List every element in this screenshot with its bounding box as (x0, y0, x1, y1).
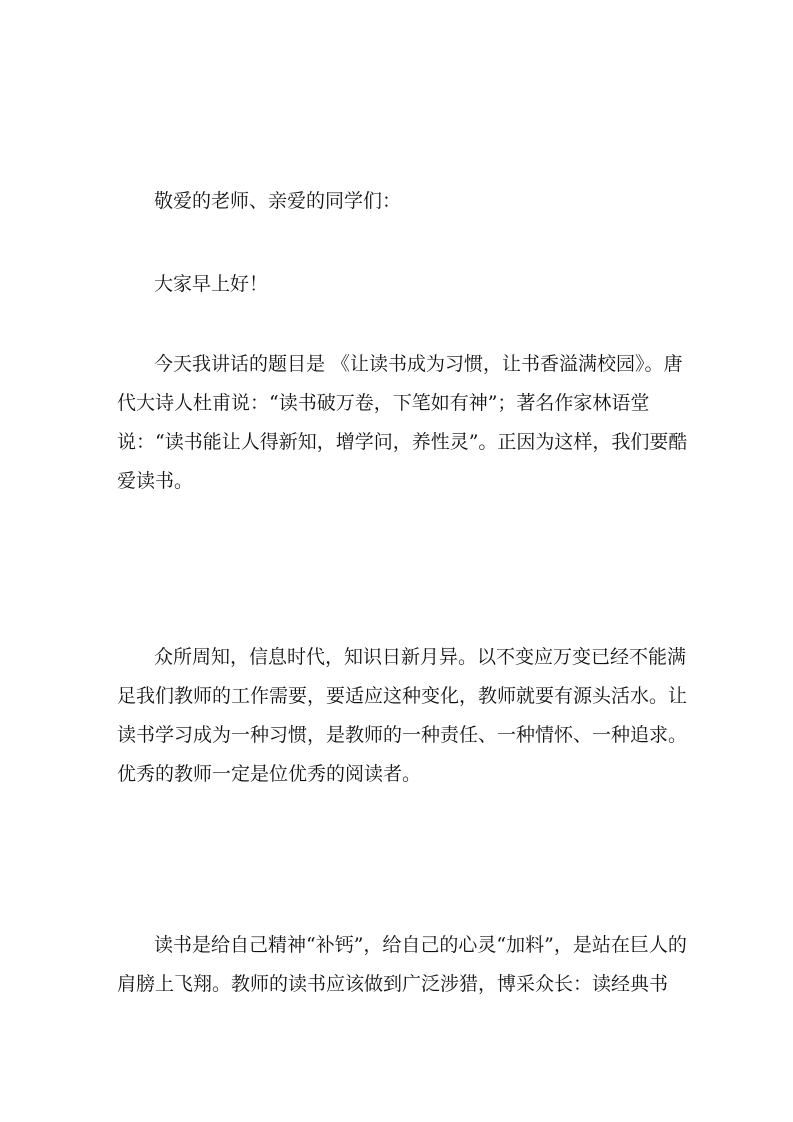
greeting-paragraph: 敬爱的老师、亲爱的同学们： (154, 190, 402, 212)
morning-greeting-paragraph: 大家早上好！ (154, 273, 269, 295)
teachers-reading-paragraph: 众所周知，信息时代，知识日新月异。以不变应万变已经不能满足我们教师的工作需要，要适应这种变化，教师就要有源头活水。让读书学习成为一种习惯，是教师的一种责任、一种情怀、一种追求。优秀的教师一定是位优秀的阅读者。 (117, 646, 688, 785)
reading-benefits-paragraph: 读书是给自己精神“补钙”，给自己的心灵“加料”，是站在巨人的肩膀上飞翔。教师的读书应该做到广泛涉猎，博采众长：读经典书 (117, 934, 687, 995)
speech-intro-paragraph: 今天我讲话的题目是 《让读书成为习惯，让书香溢满校园》。唐代大诗人杜甫说：“读书破万卷，下笔如有神”；著名作家林语堂说：“读书能让人得新知，增学问，养性灵”。正因为这样，我们要酷爱读书。 (117, 353, 688, 492)
